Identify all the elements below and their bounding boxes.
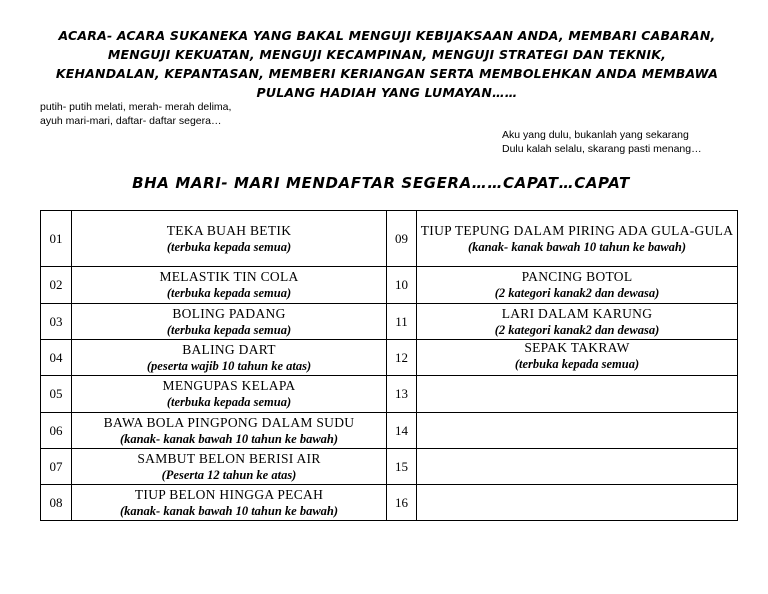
event-note: (kanak- kanak bawah 10 tahun ke bawah) xyxy=(467,239,687,254)
event-note: (terbuka kepada semua) xyxy=(166,286,292,300)
event-number: 04 xyxy=(41,340,72,376)
table-row xyxy=(41,211,738,267)
event-cell xyxy=(417,267,738,304)
event-note: (terbuka kepada semua) xyxy=(514,357,640,371)
verse-line: Dulu kalah selalu, skarang pasti menang… xyxy=(502,143,702,155)
event-cell xyxy=(72,485,387,521)
event-number: 09 xyxy=(387,211,417,267)
event-number: 03 xyxy=(41,304,72,340)
verse-line: Aku yang dulu, bukanlah yang sekarang xyxy=(502,129,689,141)
intro-paragraph xyxy=(42,26,732,102)
event-cell xyxy=(417,485,738,521)
event-cell xyxy=(417,376,738,413)
verse-line: putih- putih melati, merah- merah delima, xyxy=(40,101,232,113)
event-cell xyxy=(417,304,738,340)
event-cell xyxy=(417,413,738,449)
event-name: TEKA BUAH BETIK xyxy=(166,222,292,238)
event-number: 08 xyxy=(41,485,72,521)
event-name: SEPAK TAKRAW xyxy=(524,340,630,355)
event-note: (kanak- kanak bawah 10 tahun ke bawah) xyxy=(119,431,339,446)
event-cell xyxy=(72,376,387,413)
event-cell xyxy=(72,413,387,449)
event-number: 13 xyxy=(387,376,417,413)
registration-headline: BHA MARI- MARI MENDAFTAR SEGERA……CAPAT…CAPAT xyxy=(132,174,630,192)
event-cell xyxy=(72,267,387,304)
event-number: 16 xyxy=(387,485,417,521)
event-name: BOLING PADANG xyxy=(172,305,286,321)
verse-left xyxy=(40,101,231,128)
intro-line: MENGUJI KEKUATAN, MENGUJI KECAMPINAN, MENGUJI STRATEGI DAN TEKNIK, xyxy=(107,47,667,62)
table-row xyxy=(41,304,738,340)
event-number: 05 xyxy=(41,376,72,413)
event-name: BALING DART xyxy=(182,341,276,357)
event-cell xyxy=(417,449,738,485)
verse-line: ayuh mari-mari, daftar- daftar segera… xyxy=(40,114,222,127)
event-number: 12 xyxy=(387,340,417,376)
intro-line: PULANG HADIAH YANG LUMAYAN…… xyxy=(256,85,518,100)
event-number: 02 xyxy=(41,267,72,304)
event-number: 11 xyxy=(387,304,417,340)
intro-line: ACARA- ACARA SUKANEKA YANG BAKAL MENGUJI KEBIJAKSAAN ANDA, MEMBARI CABARAN, xyxy=(58,28,716,43)
events-table xyxy=(40,210,738,521)
event-note: (terbuka kepada semua) xyxy=(166,322,292,337)
event-note: (2 kategori kanak2 dan dewasa) xyxy=(494,286,660,300)
event-name: BAWA BOLA PINGPONG DALAM SUDU xyxy=(103,414,355,430)
event-number: 10 xyxy=(387,267,417,304)
event-cell xyxy=(417,211,738,267)
event-name: MENGUPAS KELAPA xyxy=(162,378,296,393)
event-number: 14 xyxy=(387,413,417,449)
event-cell xyxy=(417,340,738,376)
table-row xyxy=(41,267,738,304)
event-cell xyxy=(72,211,387,267)
event-name: TIUP BELON HINGGA PECAH xyxy=(134,486,324,502)
event-cell xyxy=(72,304,387,340)
event-name: PANCING BOTOL xyxy=(521,269,633,284)
event-number: 06 xyxy=(41,413,72,449)
table-row xyxy=(41,340,738,376)
event-cell xyxy=(72,449,387,485)
event-number: 15 xyxy=(387,449,417,485)
table-row xyxy=(41,449,738,485)
event-note: (Peserta 12 tahun ke atas) xyxy=(161,467,297,482)
event-note: (terbuka kepada semua) xyxy=(166,395,292,409)
event-name: SAMBUT BELON BERISI AIR xyxy=(137,450,321,466)
event-number: 01 xyxy=(41,211,72,267)
event-note: (peserta wajib 10 tahun ke atas) xyxy=(146,358,312,373)
event-note: (2 kategori kanak2 dan dewasa) xyxy=(494,322,660,337)
event-number: 07 xyxy=(41,449,72,485)
event-note: (kanak- kanak bawah 10 tahun ke bawah) xyxy=(119,503,339,518)
intro-line: KEHANDALAN, KEPANTASAN, MEMBERI KERIANGAN SERTA MEMBOLEHKAN ANDA MEMBAWA xyxy=(55,66,719,81)
table-row xyxy=(41,413,738,449)
table-row xyxy=(41,485,738,521)
table-row xyxy=(41,376,738,413)
event-name: LARI DALAM KARUNG xyxy=(501,305,653,321)
event-note: (terbuka kepada semua) xyxy=(166,239,292,254)
event-name: MELASTIK TIN COLA xyxy=(159,269,299,284)
event-name: TIUP TEPUNG DALAM PIRING ADA GULA-GULA xyxy=(420,222,734,238)
verse-right xyxy=(502,128,702,156)
event-cell xyxy=(72,340,387,376)
